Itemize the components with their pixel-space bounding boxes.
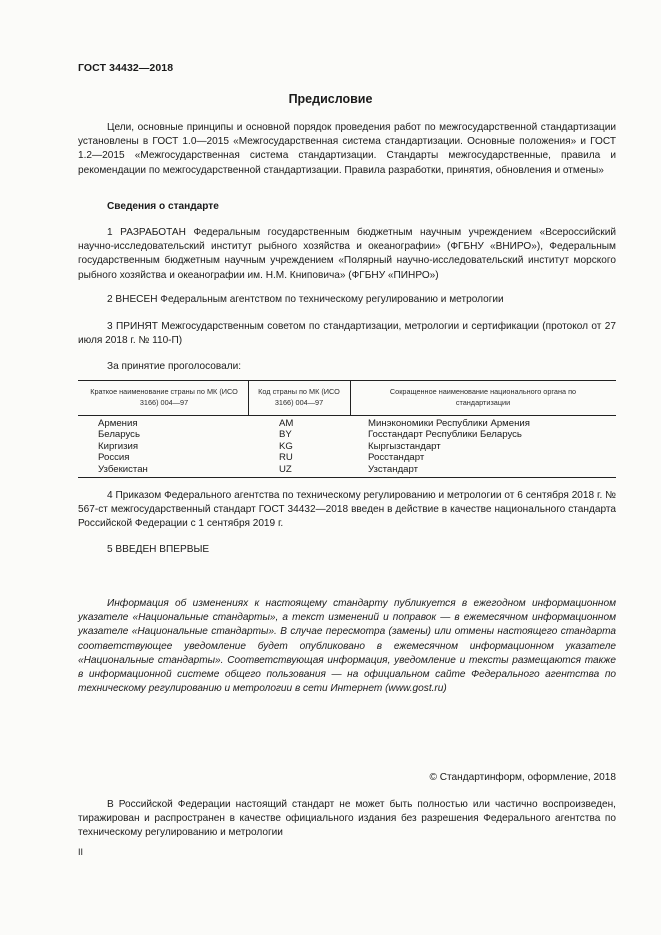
item-2-submitted: 2 ВНЕСЕН Федеральным агентством по техническому регулированию и метрологии xyxy=(107,294,504,305)
table-cell-body: Узстандарт xyxy=(368,463,419,475)
item-5-introduced: 5 ВВЕДЕН ВПЕРВЫЕ xyxy=(107,544,210,555)
table-cell-code: AM xyxy=(279,418,294,429)
table-cell-country: Узбекистан xyxy=(98,463,148,475)
table-cell-body: Госстандарт Республики Беларусь xyxy=(368,429,522,441)
table-cell-code: BY xyxy=(279,429,292,441)
item-1-developed: 1 РАЗРАБОТАН Федеральным государственным бюджетным научным учреждением «Всероссийский научно-исследовательский институт рыбного хозяйства и океанографии» (ФГБНУ «ВНИРО»), Федеральным государственным бюджетным научным учреждением «Полярный научно-исследовательский институт морского рыбного хозяйства и океанографии им. Н.М. Книповича» (ФГБНУ «ПИНРО») xyxy=(78,227,616,281)
copyright-notice: © Стандартинформ, оформление, 2018 xyxy=(429,772,616,783)
table-cell-code: KG xyxy=(279,440,293,452)
page-title: Предисловие xyxy=(288,92,373,106)
table-divider xyxy=(248,381,249,415)
table-header-country: Краткое наименование страны по МК (ИСО 3166) 004—97 xyxy=(90,387,238,407)
country-column xyxy=(98,418,148,475)
table-cell-country: Армения xyxy=(98,418,138,429)
amendments-info-note: Информация об изменениях к настоящему стандарту публикуется в ежегодном информационном указателе «Национальные стандарты», а текст изменений и поправок — в ежемесячном информационном указателе «Национальные стандарты». В случае пересмотра (замены) или отмены настоящего стандарта соответствующее уведомление будет опубликовано в ежемесячном информационном указателе «Национальные стандарты». Соответствующая информация, уведомление и тексты размещаются также в информационной системе общего пользования — на официальном сайте Федерального агентства по техническому регулированию и метрологии в сети Интернет (www.gost.ru) xyxy=(78,598,616,695)
rights-notice: В Российской Федерации настоящий стандарт не может быть полностью или частично воспроизведен, тиражирован и распространен в качестве официального издания без разрешения Федерального агентства по техническому регулированию и метрологии xyxy=(78,799,616,839)
table-cell-body: Минэкономики Республики Армения xyxy=(368,418,530,429)
intro-paragraph: Цели, основные принципы и основной порядок проведения работ по межгосударственной стандартизации установлены в ГОСТ 1.0—2015 «Межгосударственная система стандартизации. Основные положения» и ГОСТ 1.2—2015 «Межгосударственная система стандартизации. Стандарты межгосударственные, правила и рекомендации по межгосударственной стандартизации. Правила разработки, принятия, обновления и отмены» xyxy=(78,122,616,176)
table-header-body: Сокращенное наименование национального органа по стандартизации xyxy=(389,387,577,407)
table-cell-body: Кыргызстандарт xyxy=(368,440,441,452)
table-cell-country: Россия xyxy=(98,452,130,464)
document-id: ГОСТ 34432—2018 xyxy=(78,62,174,74)
section-heading: Сведения о стандарте xyxy=(107,201,219,212)
table-cell-country: Киргизия xyxy=(98,440,139,452)
table-cell-code: UZ xyxy=(279,463,292,475)
table-divider xyxy=(350,381,351,415)
item-3-adopted: 3 ПРИНЯТ Межгосударственным советом по стандартизации, метрологии и сертификации (протокол от 27 июля 2018 г. № 110-П) xyxy=(78,321,616,347)
item-4-enacted: 4 Приказом Федерального агентства по техническому регулированию и метрологии от 6 сентября 2018 г. № 567-ст межгосударственный стандарт ГОСТ 34432—2018 введен в действие в качестве национального стандарта Российской Федерации с 1 сентября 2019 г. xyxy=(78,490,616,530)
table-cell-country: Беларусь xyxy=(98,429,140,441)
table-header-rule xyxy=(78,415,616,416)
table-cell-code: RU xyxy=(279,452,293,464)
page-number: II xyxy=(78,847,84,857)
code-column xyxy=(279,418,293,475)
voted-label: За принятие проголосовали: xyxy=(107,361,242,372)
table-cell-body: Росстандарт xyxy=(368,452,425,464)
table-header-code: Код страны по МК (ИСО 3166) 004—97 xyxy=(258,387,340,407)
voting-table xyxy=(78,380,616,478)
body-column xyxy=(368,418,530,475)
